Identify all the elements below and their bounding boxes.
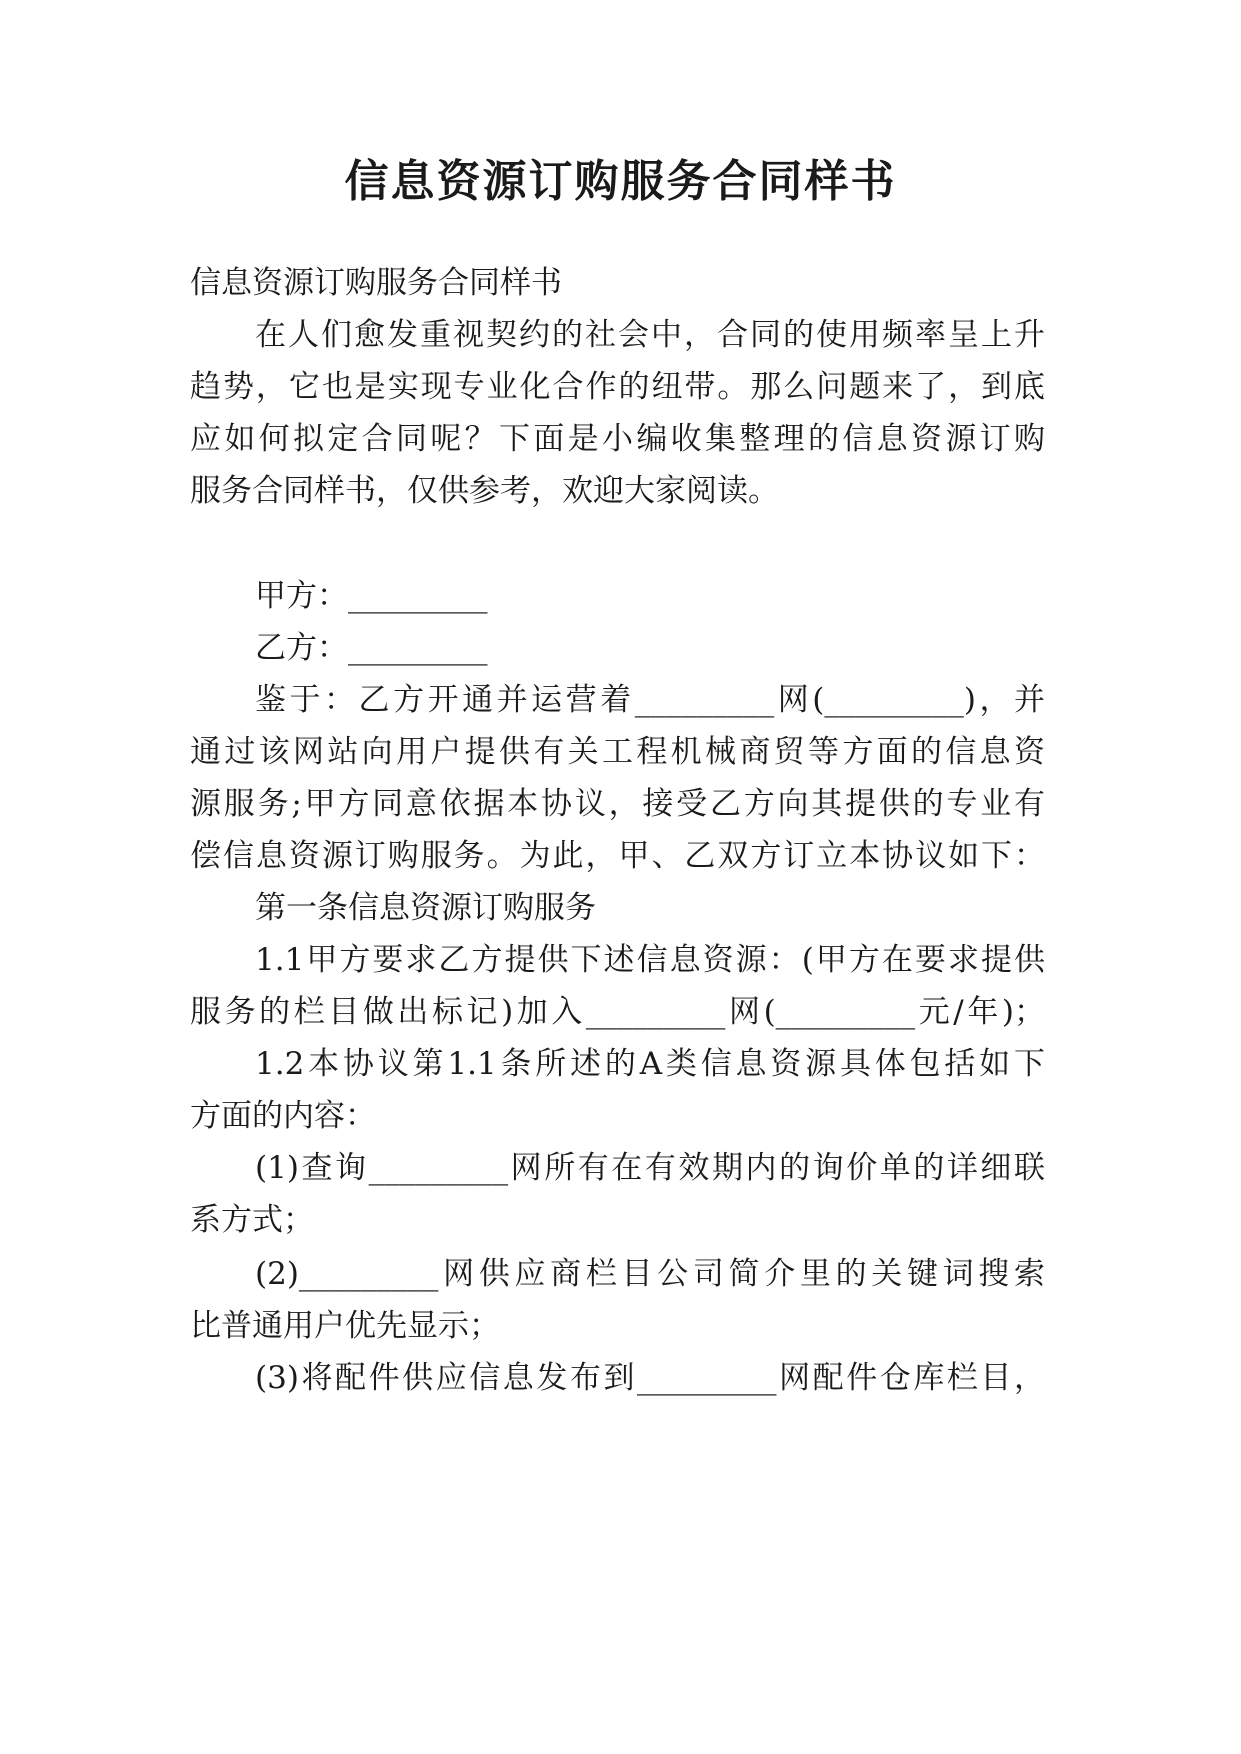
intro-line-2: 趋势，它也是实现专业化合作的纽带。那么问题来了，到底 — [190, 369, 1045, 405]
intro-line-3: 应如何拟定合同呢？下面是小编收集整理的信息资源订购 — [190, 421, 1045, 457]
party-b-line: 乙方：_________ — [255, 630, 488, 666]
article-1-heading: 第一条信息资源订购服务 — [255, 890, 596, 926]
whereas-line-3: 源服务;甲方同意依据本协议，接受乙方向其提供的专业有 — [190, 786, 1045, 822]
item-2-line-2: 比普通用户优先显示； — [190, 1308, 500, 1344]
item-3-line-1: (3)将配件供应信息发布到_________网配件仓库栏目， — [255, 1360, 1045, 1396]
clause-1-1-line-2: 服务的栏目做出标记)加入_________网(_________元/年)； — [190, 994, 1045, 1030]
item-1-line-1: (1)查询_________网所有在有效期内的询价单的详细联 — [255, 1150, 1045, 1186]
clause-1-2-line-1: 1.2本协议第1.1条所述的A类信息资源具体包括如下 — [255, 1046, 1045, 1082]
whereas-line-4: 偿信息资源订购服务。为此，甲、乙双方订立本协议如下： — [190, 838, 1045, 874]
clause-1-2-line-2: 方面的内容： — [190, 1098, 376, 1134]
intro-line-4: 服务合同样书，仅供参考，欢迎大家阅读。 — [190, 473, 779, 509]
whereas-line-1: 鉴于：乙方开通并运营着_________网(_________)，并 — [255, 682, 1045, 718]
party-a-line: 甲方：_________ — [255, 578, 488, 614]
clause-1-1-line-1: 1.1甲方要求乙方提供下述信息资源：(甲方在要求提供 — [255, 942, 1045, 978]
item-1-line-2: 系方式； — [190, 1202, 314, 1238]
subtitle-line: 信息资源订购服务合同样书 — [190, 265, 562, 301]
item-2-line-1: (2)_________网供应商栏目公司简介里的关键词搜索 — [255, 1256, 1045, 1292]
whereas-line-2: 通过该网站向用户提供有关工程机械商贸等方面的信息资 — [190, 734, 1045, 770]
document-title: 信息资源订购服务合同样书 — [344, 156, 897, 207]
intro-line-1: 在人们愈发重视契约的社会中，合同的使用频率呈上升 — [255, 317, 1045, 353]
